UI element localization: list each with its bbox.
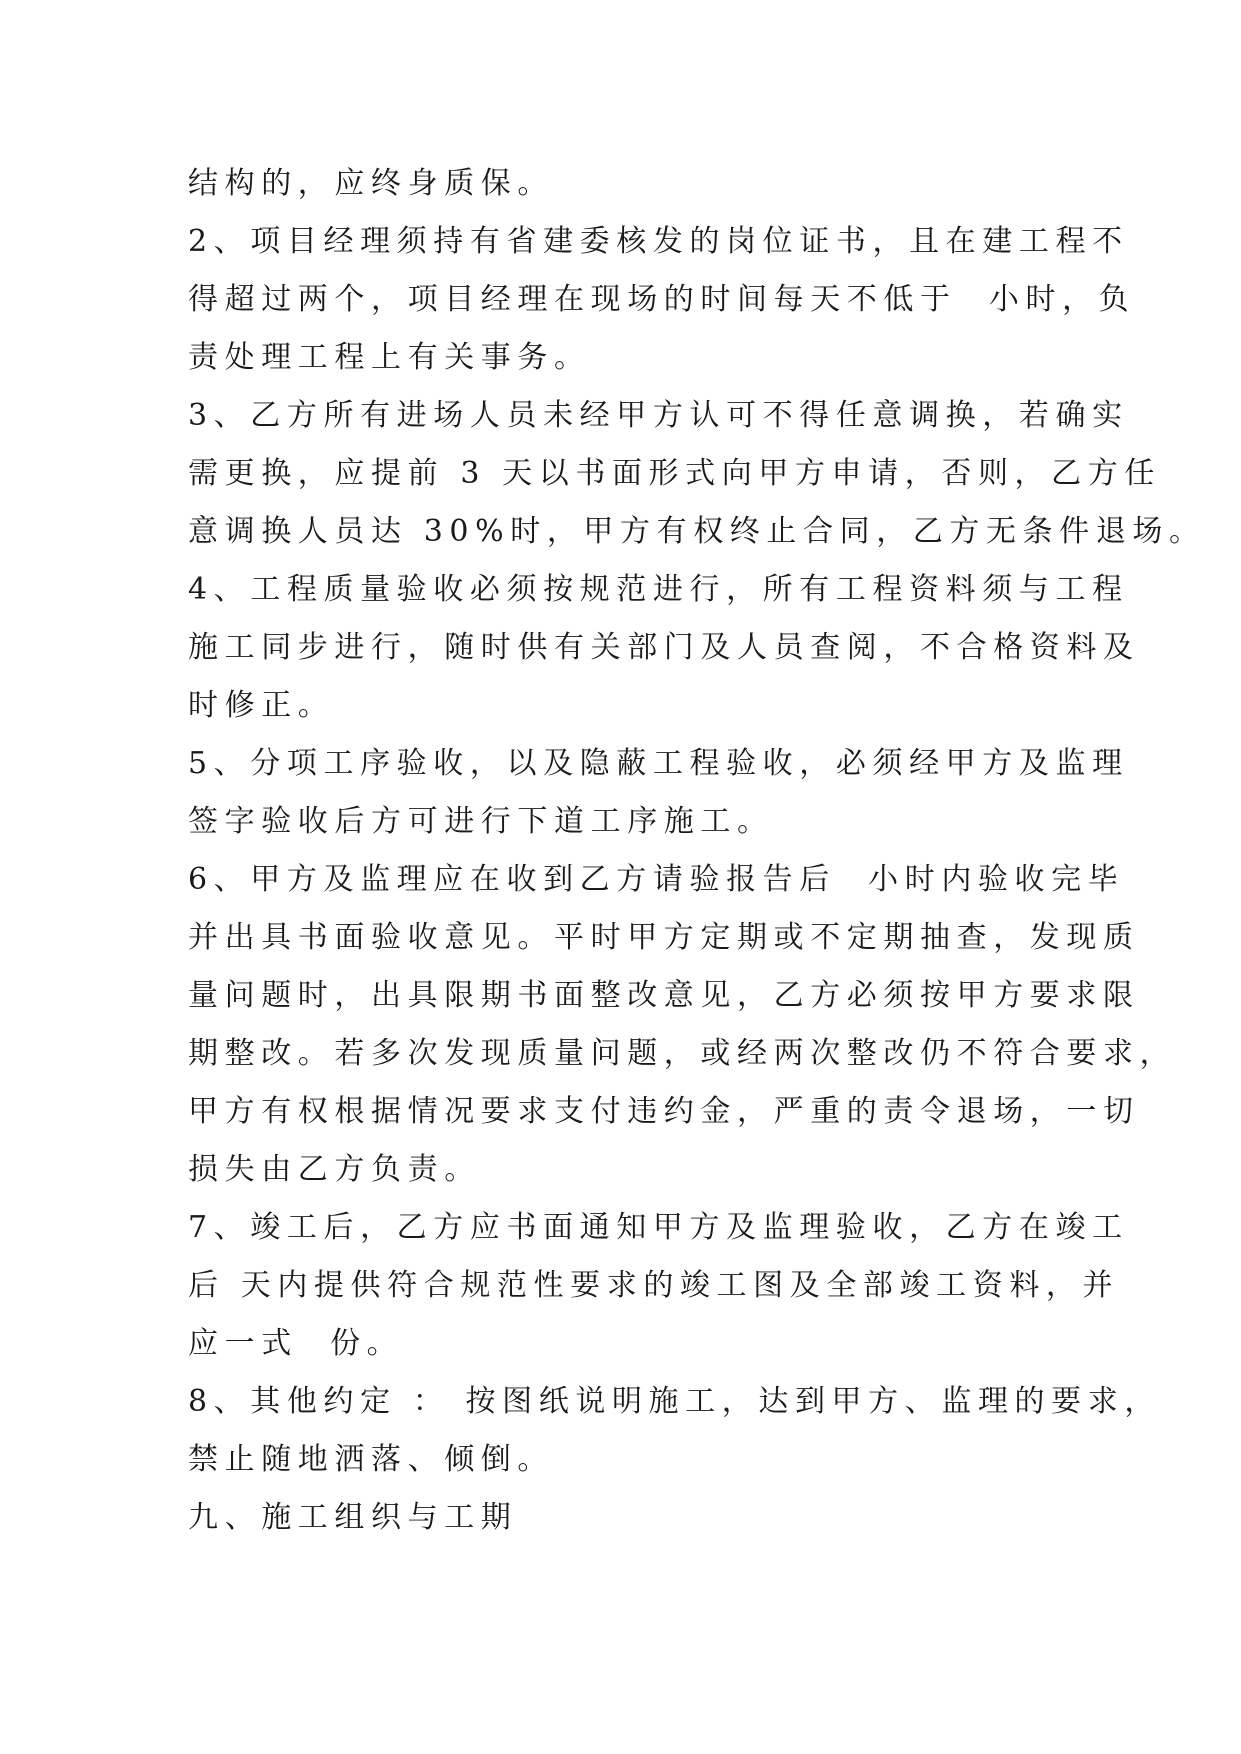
text-line: 施工同步进行，随时供有关部门及人员查阅，不合格资料及 bbox=[188, 630, 1140, 665]
text-line: 量问题时，出具限期书面整改意见，乙方必须按甲方要求限 bbox=[188, 978, 1140, 1013]
text-line: 6、甲方及监理应在收到乙方请验报告后 小时内验收完毕 bbox=[188, 862, 1125, 897]
text-line: 损失由乙方负责。 bbox=[188, 1152, 481, 1187]
text-line: 责处理工程上有关事务。 bbox=[188, 340, 591, 375]
text-line: 签字验收后方可进行下道工序施工。 bbox=[188, 804, 774, 839]
text-line: 2、项目经理须持有省建委核发的岗位证书，且在建工程不 bbox=[188, 224, 1129, 259]
text-line: 7、竣工后，乙方应书面通知甲方及监理验收，乙方在竣工 bbox=[188, 1210, 1129, 1245]
text-line: 应一式 份。 bbox=[188, 1326, 404, 1361]
text-line: 并出具书面验收意见。平时甲方定期或不定期抽查，发现质 bbox=[188, 920, 1140, 955]
text-line: 3、乙方所有进场人员未经甲方认可不得任意调换，若确实 bbox=[188, 398, 1129, 433]
text-line: 时修正。 bbox=[188, 688, 335, 723]
text-line: 期整改。若多次发现质量问题，或经两次整改仍不符合要求， bbox=[188, 1036, 1177, 1071]
text-line: 4、工程质量验收必须按规范进行，所有工程资料须与工程 bbox=[188, 572, 1129, 607]
text-line: 需更换，应提前 3 天以书面形式向甲方申请，否则，乙方任 bbox=[188, 456, 1161, 491]
text-line: 得超过两个，项目经理在现场的时间每天不低于 小时，负 bbox=[188, 282, 1136, 317]
text-line: 后 天内提供符合规范性要求的竣工图及全部竣工资料，并 bbox=[188, 1268, 1120, 1303]
text-line: 结构的，应终身质保。 bbox=[188, 166, 554, 201]
text-line: 5、分项工序验收，以及隐蔽工程验收，必须经甲方及监理 bbox=[188, 746, 1129, 781]
text-line: 意调换人员达 30%时，甲方有权终止合同，乙方无条件退场。 bbox=[188, 514, 1206, 549]
section-heading: 九、施工组织与工期 bbox=[188, 1500, 518, 1535]
text-line: 禁止随地洒落、倾倒。 bbox=[188, 1442, 554, 1477]
text-line: 甲方有权根据情况要求支付违约金，严重的责令退场，一切 bbox=[188, 1094, 1140, 1129]
text-line: 8、其他约定 ： 按图纸说明施工，达到甲方、监理的要求， bbox=[188, 1384, 1161, 1419]
